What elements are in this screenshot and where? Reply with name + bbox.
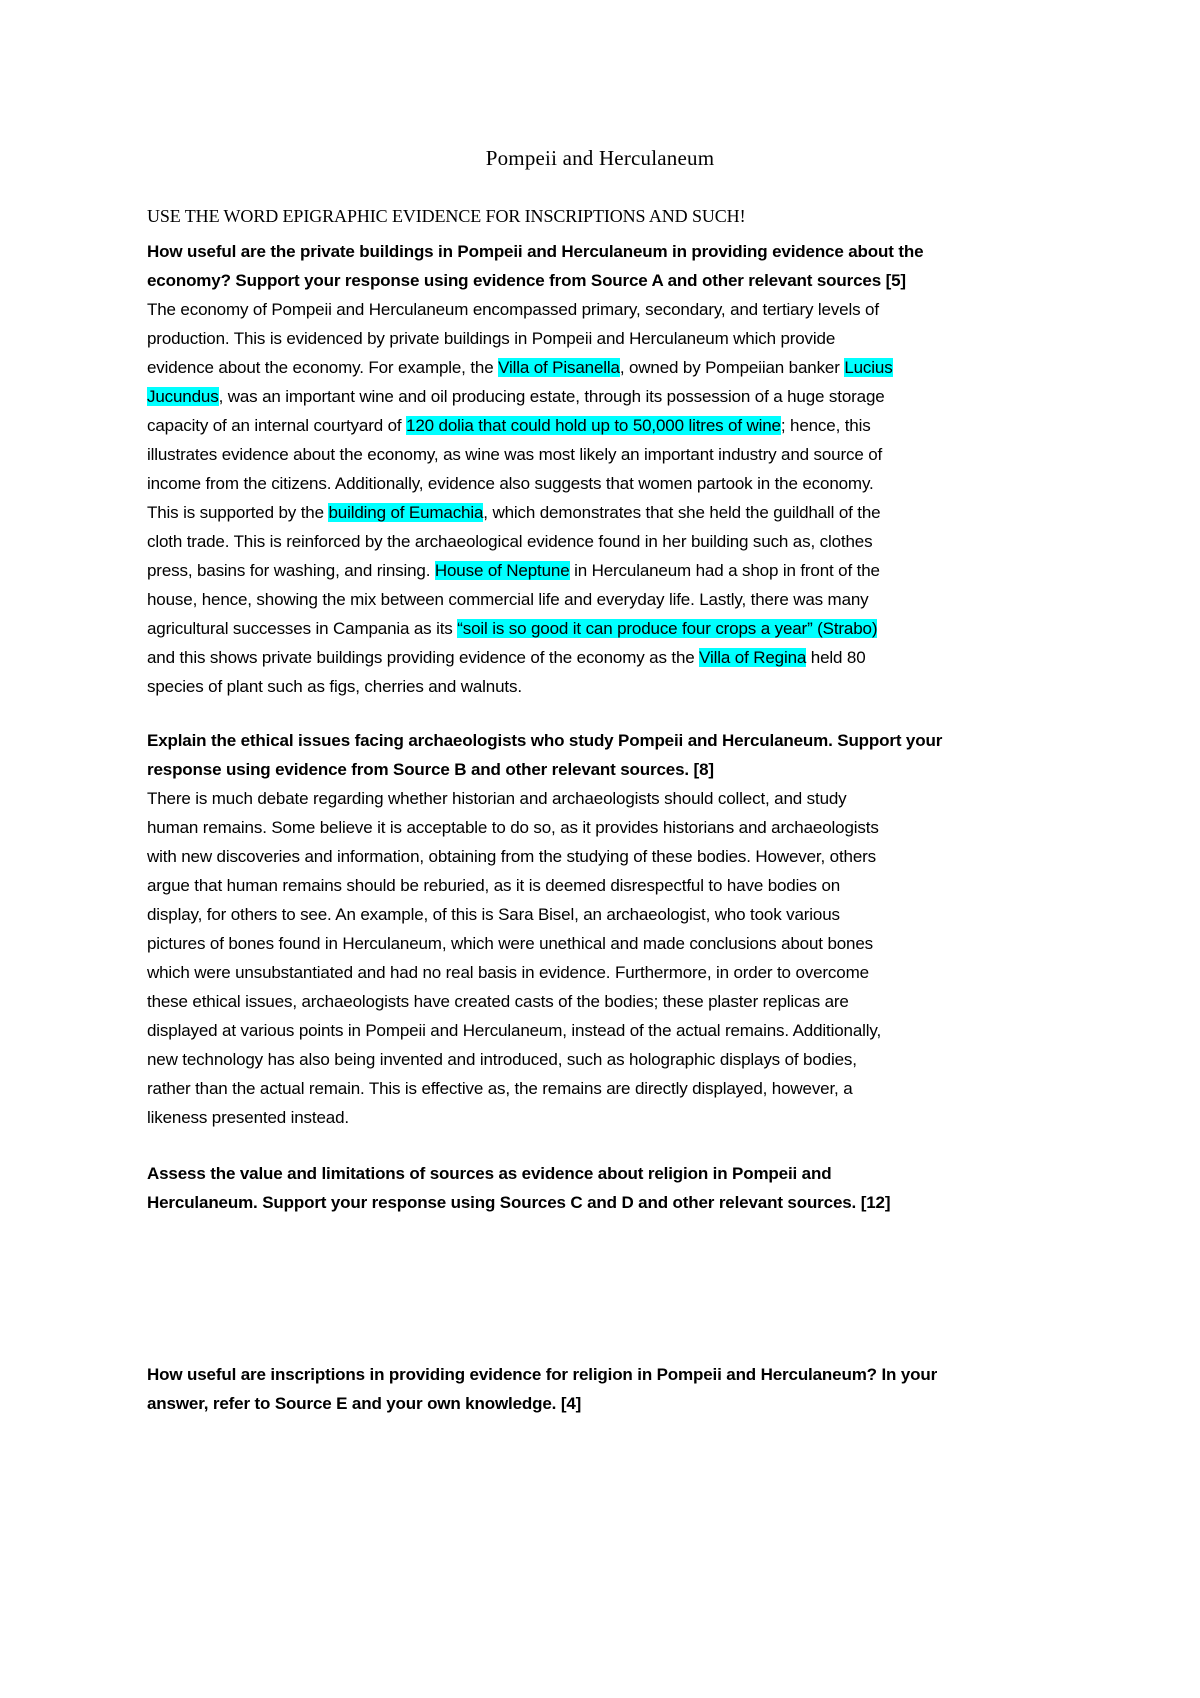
question-1-line: economy? Support your response using evidence from Source A and other relevant sources [5]	[147, 271, 906, 290]
answer-1-line: and this shows private buildings providing evidence of the economy as the Villa of Regina held 80	[147, 648, 866, 667]
answer-2-line: human remains. Some believe it is acceptable to do so, as it provides historians and archaeologists	[147, 818, 879, 837]
answer-2-line: rather than the actual remain. This is effective as, the remains are directly displayed, however, a	[147, 1079, 853, 1098]
answer-1-line: evidence about the economy. For example, the Villa of Pisanella, owned by Pompeiian banker Lucius	[147, 358, 893, 377]
highlighted-text: House of Neptune	[434, 561, 570, 580]
instruction-note: USE THE WORD EPIGRAPHIC EVIDENCE FOR INSCRIPTIONS AND SUCH!	[147, 206, 746, 226]
answer-1-line: production. This is evidenced by private buildings in Pompeii and Herculaneum which provide	[147, 329, 836, 348]
answer-2-line: There is much debate regarding whether historian and archaeologists should collect, and study	[147, 789, 847, 808]
answer-1-line: income from the citizens. Additionally, evidence also suggests that women partook in the economy.	[147, 474, 874, 493]
question-4-line: answer, refer to Source E and your own knowledge. [4]	[147, 1394, 582, 1413]
question-1-line: How useful are the private buildings in Pompeii and Herculaneum in providing evidence about the	[147, 242, 924, 261]
answer-2-line: likeness presented instead.	[147, 1108, 349, 1127]
answer-1-line: The economy of Pompeii and Herculaneum encompassed primary, secondary, and tertiary levels of	[147, 300, 879, 319]
answer-2-line: these ethical issues, archaeologists have created casts of the bodies; these plaster replicas are	[147, 992, 849, 1011]
answer-1-line: cloth trade. This is reinforced by the archaeological evidence found in her building such as, clothes	[147, 532, 873, 551]
answer-2-line: which were unsubstantiated and had no real basis in evidence. Furthermore, in order to overcome	[147, 963, 869, 982]
answer-1-line: capacity of an internal courtyard of 120 dolia that could hold up to 50,000 litres of wine; hence, this	[147, 416, 871, 435]
question-3-line: Assess the value and limitations of sources as evidence about religion in Pompeii and	[147, 1164, 832, 1183]
answer-1-line: This is supported by the building of Eumachia, which demonstrates that she held the guildhall of the	[147, 503, 881, 522]
highlighted-text: Villa of Regina	[699, 648, 807, 667]
answer-1-line: house, hence, showing the mix between commercial life and everyday life. Lastly, there was many	[147, 590, 869, 609]
question-2-line: response using evidence from Source B and other relevant sources. [8]	[147, 760, 714, 779]
question-3-line: Herculaneum. Support your response using Sources C and D and other relevant sources. [12]	[147, 1193, 891, 1212]
answer-2-line: with new discoveries and information, obtaining from the studying of these bodies. However, others	[147, 847, 876, 866]
answer-2-line: pictures of bones found in Herculaneum, which were unethical and made conclusions about bones	[147, 934, 874, 953]
answer-1-line: illustrates evidence about the economy, as wine was most likely an important industry and source of	[147, 445, 883, 464]
answer-1-line: agricultural successes in Campania as its “soil is so good it can produce four crops a year” (Strabo)	[147, 619, 878, 638]
highlighted-text: Jucundus	[147, 387, 219, 406]
question-2-line: Explain the ethical issues facing archaeologists who study Pompeii and Herculaneum. Support your	[147, 731, 943, 750]
highlighted-text: “soil is so good it can produce four crops a year” (Strabo)	[457, 619, 878, 638]
question-4-line: How useful are inscriptions in providing evidence for religion in Pompeii and Herculaneum? In your	[147, 1365, 938, 1384]
answer-2-line: new technology has also being invented and introduced, such as holographic displays of bodies,	[147, 1050, 857, 1069]
answer-1-line: Jucundus, was an important wine and oil producing estate, through its possession of a huge storage	[147, 387, 885, 406]
answer-1-line: species of plant such as figs, cherries and walnuts.	[147, 677, 522, 696]
highlighted-text: Villa of Pisanella	[498, 358, 620, 377]
answer-2-line: displayed at various points in Pompeii and Herculaneum, instead of the actual remains. Additionally,	[147, 1021, 882, 1040]
answer-2-line: display, for others to see. An example, of this is Sara Bisel, an archaeologist, who took various	[147, 905, 840, 924]
highlighted-text: building of Eumachia	[328, 503, 484, 522]
highlighted-text: 120 dolia that could hold up to 50,000 litres of wine	[406, 416, 781, 435]
answer-1-line: press, basins for washing, and rinsing. House of Neptune in Herculaneum had a shop in front of the	[147, 561, 880, 580]
answer-2-line: argue that human remains should be reburied, as it is deemed disrespectful to have bodies on	[147, 876, 841, 895]
highlighted-text: Lucius	[844, 358, 893, 377]
document-title: Pompeii and Herculaneum	[485, 146, 715, 170]
